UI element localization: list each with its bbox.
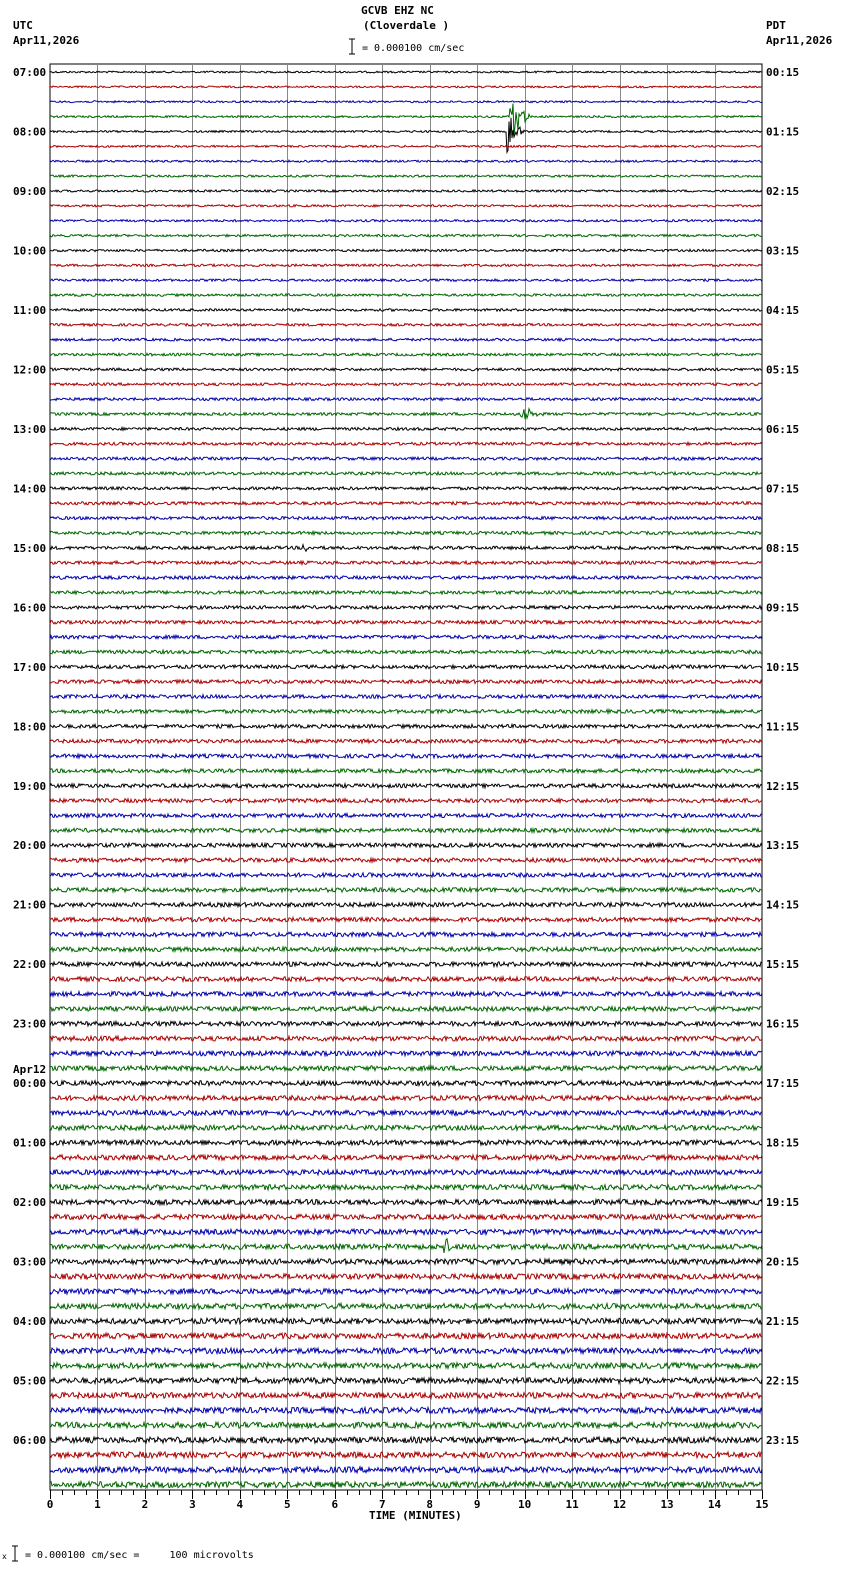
left-hour-label: 01:00 xyxy=(13,1136,47,1150)
seismic-trace xyxy=(50,1437,762,1443)
x-tick-label: 2 xyxy=(141,1498,149,1511)
seismic-trace xyxy=(50,1066,762,1071)
seismic-trace xyxy=(50,710,762,714)
seismic-trace xyxy=(50,264,762,266)
seismic-trace xyxy=(50,992,762,997)
seismic-trace xyxy=(50,517,762,520)
x-tick-label: 8 xyxy=(426,1498,434,1511)
seismic-trace xyxy=(50,1096,762,1101)
left-hour-label: 18:00 xyxy=(13,720,47,734)
seismic-trace xyxy=(50,888,762,892)
seismic-trace xyxy=(50,947,762,952)
seismic-trace xyxy=(50,814,762,818)
seismic-trace xyxy=(50,249,762,251)
x-tick-label: 6 xyxy=(331,1498,339,1511)
seismic-trace xyxy=(50,591,762,594)
seismic-trace xyxy=(50,1185,762,1190)
left-hour-label: 20:00 xyxy=(13,839,47,853)
seismic-trace xyxy=(50,1170,762,1175)
x-tick-label: 1 xyxy=(94,1498,101,1511)
right-hour-label: 23:15 xyxy=(766,1434,800,1448)
seismic-trace xyxy=(50,873,762,877)
seismic-trace xyxy=(50,531,762,534)
left-hour-label: 16:00 xyxy=(13,601,47,615)
seismic-trace xyxy=(50,977,762,982)
seismic-trace xyxy=(50,1378,762,1384)
seismic-trace xyxy=(50,1318,762,1324)
right-hour-label: 11:15 xyxy=(766,720,800,734)
seismic-trace xyxy=(50,724,762,728)
right-hour-label: 05:15 xyxy=(766,363,800,377)
right-hour-label: 08:15 xyxy=(766,541,800,555)
seismic-trace xyxy=(50,1393,762,1399)
left-hour-label: 15:00 xyxy=(13,541,47,555)
x-tick-label: 5 xyxy=(284,1498,291,1511)
seismic-trace xyxy=(50,1422,762,1428)
seismic-trace xyxy=(50,962,762,967)
left-hour-label: 11:00 xyxy=(13,303,47,317)
left-hour-label: 08:00 xyxy=(13,125,47,139)
x-axis-label: TIME (MINUTES) xyxy=(369,1509,462,1522)
left-hour-label: 10:00 xyxy=(13,244,47,258)
seismic-trace xyxy=(50,383,762,386)
left-hour-label: 00:00 xyxy=(13,1077,47,1091)
seismic-trace xyxy=(50,620,762,624)
footer-scale-bar-icon xyxy=(10,1545,20,1563)
seismic-trace xyxy=(50,784,762,788)
left-hour-label: 05:00 xyxy=(13,1374,47,1388)
right-hour-label: 17:15 xyxy=(766,1077,800,1091)
seismic-trace xyxy=(50,561,762,564)
seismic-trace xyxy=(50,427,762,430)
seismic-trace xyxy=(50,545,762,552)
seismic-trace xyxy=(50,1348,762,1354)
right-date-label: Apr11,2026 xyxy=(766,34,833,47)
right-hour-label: 02:15 xyxy=(766,184,800,198)
seismic-trace xyxy=(50,338,762,341)
right-hour-label: 15:15 xyxy=(766,958,800,972)
seismic-trace xyxy=(50,1021,762,1026)
seismic-trace xyxy=(50,1274,762,1280)
x-tick-label: 3 xyxy=(189,1498,196,1511)
seismic-trace xyxy=(50,368,762,371)
scale-text: = 0.000100 cm/sec xyxy=(362,43,465,54)
seismic-trace xyxy=(50,828,762,832)
left-hour-label: 07:00 xyxy=(13,66,47,79)
seismic-trace xyxy=(50,1289,762,1295)
seismic-trace xyxy=(50,1259,762,1264)
seismic-trace xyxy=(50,1482,762,1488)
seismic-trace xyxy=(50,606,762,609)
right-hour-label: 16:15 xyxy=(766,1017,800,1031)
seismic-trace xyxy=(50,1467,762,1473)
x-tick-label: 11 xyxy=(565,1498,579,1511)
seismic-trace xyxy=(50,1081,762,1086)
right-hour-label: 01:15 xyxy=(766,125,800,139)
seismic-trace xyxy=(50,739,762,743)
seismic-trace xyxy=(50,1333,762,1339)
footer-scale-text: = 0.000100 cm/sec = 100 microvolts xyxy=(25,1550,254,1561)
seismic-trace xyxy=(50,324,762,327)
seismic-trace xyxy=(50,1036,762,1041)
seismic-trace xyxy=(50,309,762,312)
right-hour-label: 13:15 xyxy=(766,839,800,853)
seismic-trace xyxy=(50,398,762,401)
seismic-trace xyxy=(50,1363,762,1369)
left-hour-label: 13:00 xyxy=(13,422,47,436)
seismic-trace xyxy=(50,665,762,669)
left-hour-label: 03:00 xyxy=(13,1255,47,1269)
seismic-trace xyxy=(50,175,762,177)
right-hour-label: 18:15 xyxy=(766,1136,800,1150)
left-hour-label: 12:00 xyxy=(13,363,47,377)
left-hour-label: 19:00 xyxy=(13,779,47,793)
seismic-trace xyxy=(50,650,762,654)
seismic-trace xyxy=(50,1214,762,1219)
seismic-trace xyxy=(50,576,762,579)
seismic-trace xyxy=(50,71,762,73)
seismic-trace xyxy=(50,160,762,162)
seismic-trace xyxy=(50,220,762,222)
seismic-trace xyxy=(50,1239,762,1253)
x-tick-label: 10 xyxy=(518,1498,532,1511)
station-location: (Cloverdale ) xyxy=(363,19,450,32)
seismic-trace xyxy=(50,353,762,356)
left-hour-label: 14:00 xyxy=(13,482,47,496)
seismic-trace xyxy=(50,769,762,773)
right-hour-label: 03:15 xyxy=(766,244,800,258)
right-hour-label: 00:15 xyxy=(766,66,800,79)
seismic-trace xyxy=(50,858,762,862)
seismic-trace xyxy=(50,903,762,907)
footer-marker: x xyxy=(2,1552,7,1561)
seismic-trace xyxy=(50,1051,762,1056)
seismic-trace xyxy=(50,442,762,445)
seismic-trace xyxy=(50,754,762,758)
right-hour-label: 10:15 xyxy=(766,660,800,674)
right-hour-label: 20:15 xyxy=(766,1255,800,1269)
left-hour-label: 17:00 xyxy=(13,660,47,674)
seismic-trace xyxy=(50,1007,762,1012)
seismic-trace xyxy=(50,1303,762,1309)
x-tick-label: 0 xyxy=(46,1498,54,1511)
left-date-label: Apr11,2026 xyxy=(13,34,80,47)
seismic-trace xyxy=(50,843,762,847)
seismic-trace xyxy=(50,409,762,419)
x-tick-label: 15 xyxy=(755,1498,769,1511)
right-hour-label: 12:15 xyxy=(766,779,800,793)
right-hour-label: 14:15 xyxy=(766,898,800,912)
seismic-trace xyxy=(50,502,762,505)
seismic-trace xyxy=(50,1110,762,1115)
seismic-trace xyxy=(50,487,762,490)
right-hour-label: 07:15 xyxy=(766,482,800,496)
seismic-trace xyxy=(50,294,762,297)
x-tick-label: 9 xyxy=(473,1498,481,1511)
seismic-trace xyxy=(50,86,762,88)
x-tick-label: 12 xyxy=(612,1498,627,1511)
seismic-trace xyxy=(50,1452,762,1458)
seismic-trace xyxy=(50,799,762,803)
left-hour-label: 04:00 xyxy=(13,1315,47,1329)
seismic-trace xyxy=(50,101,762,103)
right-hour-label: 21:15 xyxy=(766,1315,800,1329)
right-timezone-label: PDT xyxy=(766,19,786,32)
x-tick-label: 13 xyxy=(660,1498,674,1511)
seismic-trace xyxy=(50,1407,762,1413)
seismic-trace xyxy=(50,917,762,921)
left-hour-label: 06:00 xyxy=(13,1434,47,1448)
x-tick-label: 14 xyxy=(707,1498,722,1511)
left-hour-label: 02:00 xyxy=(13,1196,47,1210)
left-hour-label: 22:00 xyxy=(13,958,47,972)
seismic-trace xyxy=(50,680,762,684)
seismic-trace xyxy=(50,457,762,460)
x-tick-label: 4 xyxy=(236,1498,244,1511)
seismic-trace xyxy=(50,695,762,699)
seismic-trace xyxy=(50,190,762,192)
seismic-trace xyxy=(50,1140,762,1145)
left-hour-label: 23:00 xyxy=(13,1017,47,1031)
seismic-trace xyxy=(50,279,762,281)
right-hour-label: 19:15 xyxy=(766,1196,800,1210)
seismic-trace xyxy=(50,932,762,937)
seismic-trace xyxy=(50,635,762,639)
date-change-label: Apr12 xyxy=(13,1063,47,1077)
seismic-trace xyxy=(50,472,762,475)
left-hour-label: 21:00 xyxy=(13,898,47,912)
seismic-trace xyxy=(50,145,762,147)
right-hour-label: 22:15 xyxy=(766,1374,800,1388)
right-hour-label: 04:15 xyxy=(766,303,800,317)
seismic-trace xyxy=(50,205,762,207)
seismic-trace xyxy=(50,234,762,236)
station-title: GCVB EHZ NC xyxy=(361,4,434,17)
seismic-trace xyxy=(50,1229,762,1234)
left-timezone-label: UTC xyxy=(13,19,33,32)
seismic-trace xyxy=(50,1155,762,1160)
seismic-trace xyxy=(50,1200,762,1205)
left-hour-label: 09:00 xyxy=(13,184,47,198)
x-tick-label: 7 xyxy=(378,1498,386,1511)
right-hour-label: 06:15 xyxy=(766,422,800,436)
right-hour-label: 09:15 xyxy=(766,601,800,615)
seismic-trace xyxy=(50,1125,762,1130)
